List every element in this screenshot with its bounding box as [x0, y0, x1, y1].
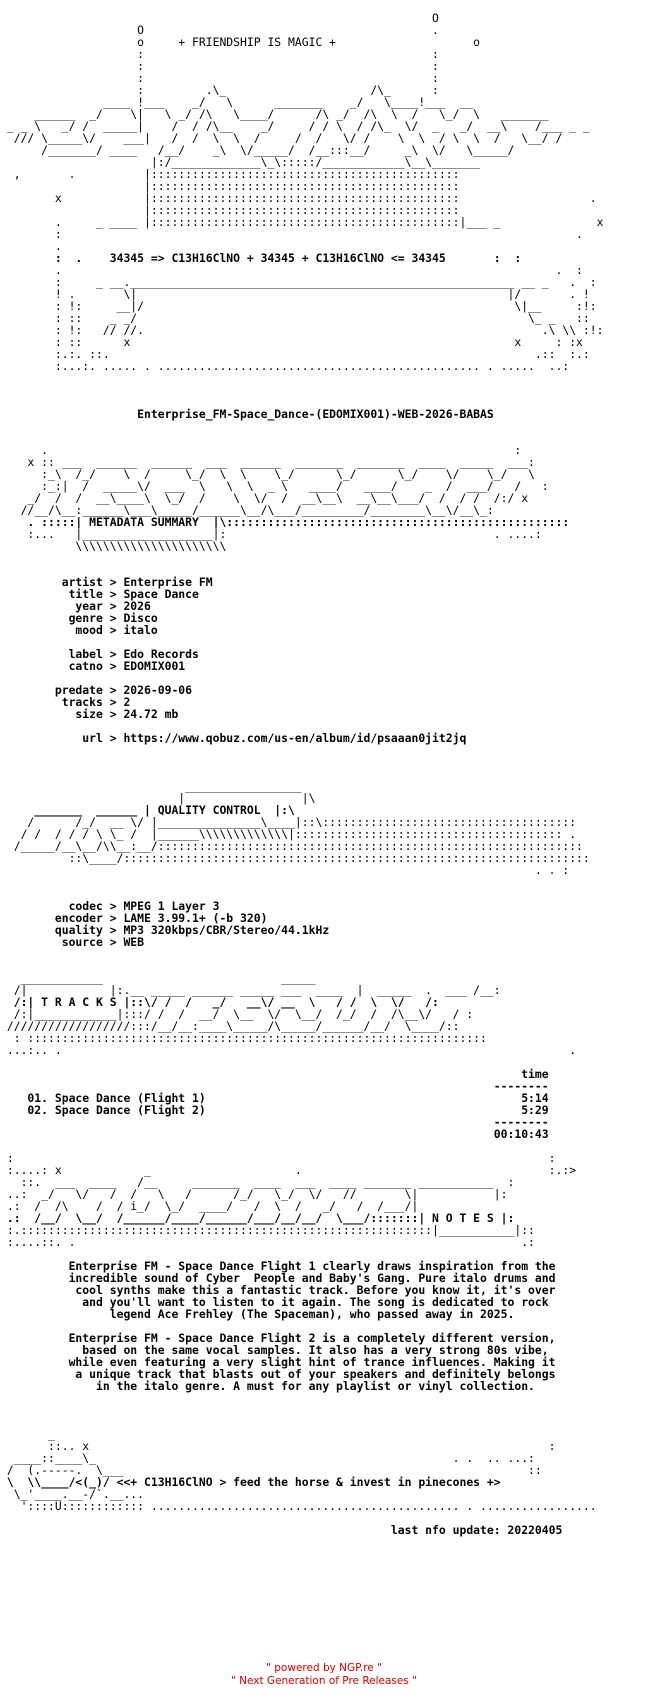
quality-logo-art: / / / / / \ \_ / |______\\\\\\\\\\\\\|::::::::::::::::::::::::::::::::::::::: . — [0, 827, 577, 841]
metadata-logo-art: //__/\__:______\___\_____/______\__/\___/_________/________\__\/__\_: — [0, 503, 494, 517]
notes-paragraph-2: a unique track that blasts out of your speakers and definitely belongs — [0, 1367, 556, 1381]
section-metadata: . :::::| METADATA SUMMARY |\:::::::::::::::::::::::::::::::::::::::::::::::::: — [0, 515, 570, 529]
footer-tagline: " Next Generation of Pre Releases " — [230, 1675, 418, 1687]
header-logo-art: ______ _/ \| \ _/ /\ \____/ /\ _/ /\ \ / \_/ \ _______ — [0, 107, 549, 121]
header-logo-art: O . — [0, 23, 439, 37]
header-frame-art: : _ __.________________________________________________________ __ _ . : — [0, 275, 597, 289]
notes-frame-art: :....::. . .: — [0, 1235, 535, 1249]
header-logo-art: : : — [0, 47, 439, 61]
notes-paragraph-1: cool synths make this a fantastic track. Before you know it, it's over — [0, 1283, 556, 1297]
meta-label: label > Edo Records — [0, 647, 199, 661]
spacer — [0, 552, 648, 564]
header-logo-art: : .\_ /\_ : — [0, 83, 439, 97]
header-frame-art: : !: // //. .\ \\ :!: — [0, 323, 604, 337]
tracks-time-header: time — [0, 1067, 549, 1081]
header-logo-art: : . — [0, 227, 583, 241]
meta-url[interactable]: url > https://www.qobuz.com/us-en/album/id/psaaan0jit2jq — [0, 731, 467, 745]
header-logo-art: x |::::::::::::::::::::::::::::::::::::::::::::: . — [0, 191, 597, 205]
header-logo-art: : : — [0, 59, 439, 73]
tracks-frame-art: ____________ _____ — [0, 971, 316, 985]
notes-paragraph-2: in the italo genre. A must for any playlist or vinyl collection. — [0, 1379, 535, 1393]
header-logo-art: _ _ \ _/ / _____| / / /\__ _/ / / \ / /\_ \/ _ _/ __\ /___ _ _ — [0, 119, 590, 133]
metadata-frame-art: :... |___________________|: . ....: — [0, 527, 542, 541]
header-logo-art: o + FRIENDSHIP IS MAGIC + o — [0, 35, 481, 49]
notes-logo-art: ..: _/ \/ / / \ / /_/ \_/ \/ // \| |: — [0, 1187, 508, 1201]
closing-art: _ — [0, 1427, 55, 1441]
header-frame-art: :.:. ::. .:: :.: — [0, 347, 590, 361]
meta-predate: predate > 2026-09-06 — [0, 683, 193, 697]
footer-powered-by[interactable]: " powered by NGP.re " — [266, 1662, 382, 1674]
quality-quality: quality > MP3 320kbps/CBR/Stereo/44.1kHz — [0, 923, 330, 937]
tracks-logo-art: : ::::::::::::::::::::::::::::::::::::::::::::::::::::::::::::::::::: — [0, 1031, 487, 1045]
header-logo-art: O — [0, 11, 439, 25]
notes-paragraph-2: based on the same vocal samples. It also has a very strong 80s vibe, — [0, 1343, 549, 1357]
header-logo-art: |::::::::::::::::::::::::::::::::::::::::::::: — [0, 179, 460, 193]
spacer — [0, 1392, 648, 1404]
quality-logo-art: . . : — [0, 863, 570, 877]
meta-genre: genre > Disco — [0, 611, 158, 625]
header-logo-art: : : — [0, 71, 439, 85]
header-frame-art: ! . \| |/ . ! — [0, 287, 590, 301]
header-logo-art: |::::::::::::::::::::::::::::::::::::::::::::: — [0, 203, 460, 217]
meta-artist: artist > Enterprise FM — [0, 575, 213, 589]
metadata-logo-art: :_:| / _____\/ ___ \ \ \ _ \ ____/ ____/ _ / ___/ / : — [0, 479, 549, 493]
track-row-1[interactable]: 01. Space Dance (Flight 1) 5:14 — [0, 1091, 549, 1105]
tracks-frame-art: /| |:.__ _____ ______ _____ ___ ____ | _____ . ___ /__: — [0, 983, 501, 997]
header-logo-art: ____ !___ _/ \ _______ _/ \____!___ __ — [0, 95, 474, 109]
header-logo-art: |:/_____________\_\:::::/____________\__\_______ — [0, 155, 481, 169]
spacer — [0, 384, 648, 396]
notes-logo-art: :....: x _ . :.:> — [0, 1163, 577, 1177]
notes-paragraph-1: Enterprise FM - Space Dance Flight 1 clearly draws inspiration from the — [0, 1259, 556, 1273]
notes-paragraph-2: Enterprise FM - Space Dance Flight 2 is a completely different version, — [0, 1331, 556, 1345]
quality-logo-art: /_____/__\__/\\__:__/:::::::::::::::::::::::::::::::::::::::::::::::::::::::::::::: — [0, 839, 583, 853]
meta-mood: mood > italo — [0, 623, 158, 637]
closing-tagline: \ \\____/<(_)/ <<+ C13H16ClNO > feed the horse & invest in pinecones +> — [0, 1475, 501, 1489]
meta-size: size > 24.72 mb — [0, 707, 179, 721]
spacer — [0, 756, 648, 768]
header-frame-art: : !: __|/ \|__ :!: — [0, 299, 597, 313]
notes-paragraph-2: while even featuring a very slight hint of trance influences. Making it — [0, 1355, 556, 1369]
header-frame-art: : :: x x : :x — [0, 335, 583, 349]
track-row-2[interactable]: 02. Space Dance (Flight 2) 5:29 — [0, 1103, 549, 1117]
metadata-logo-art: _/ / / __\____\ \_/ / \ \/ / __\__\ __\__\___/ / / / /:/ x — [0, 491, 529, 505]
metadata-logo-art: . : — [0, 443, 522, 457]
spacer — [0, 1416, 648, 1428]
header-logo-art: /// \_____\/ ___| / / \ \ / / / \/ / \ \ / \ \ / \__/ / — [0, 131, 563, 145]
section-notes: .: /__/ \__/ /______/____/______/___/__/__/ \___/:::::::| N O T E S |: — [0, 1211, 515, 1225]
notes-logo-art: .: / /\ / / i_/ \_/ ____/ / \ / _/ / /___/| — [0, 1199, 419, 1213]
closing-art: \_'____.__-/`.__... — [0, 1487, 145, 1501]
quality-logo-art: ::\____/:::::::::::::::::::::::::::::::::::::::::::::::::::::::::::::::::::: — [0, 851, 590, 865]
notes-paragraph-1: incredible sound of Cyber People and Baby's Gang. Pure italo drums and — [0, 1271, 556, 1285]
spacer — [0, 744, 648, 756]
quality-codec: codec > MPEG 1 Layer 3 — [0, 899, 220, 913]
header-logo-art: , . |::::::::::::::::::::::::::::::::::::::::::::: — [0, 167, 460, 181]
tracks-divider: -------- — [0, 1079, 549, 1093]
quality-logo-art: / /_/ __ \/ |_______________\____|::\::::::::::::::::::::::::::::::::::::: — [0, 815, 577, 829]
spacer — [0, 876, 648, 888]
notes-frame-art: :.::::::::::::::::::::::::::::::::::::::::::::::::::::::::::::|___________|:: — [0, 1223, 535, 1237]
quality-encoder: encoder > LAME 3.99.1+ (-b 320) — [0, 911, 268, 925]
tracks-logo-art: /:|____________|:::/ / / __/ \__ \/ \__/ /_/ / /\__\/ / : — [0, 1007, 474, 1021]
spacer — [0, 372, 648, 384]
spacer — [0, 420, 648, 432]
closing-art: '::::U:::::::::::: ............................................. . ................. — [0, 1499, 597, 1513]
quality-frame-art: _________________ — [0, 779, 302, 793]
notes-logo-art: : : — [0, 1151, 556, 1165]
spacer — [0, 948, 648, 960]
tracks-divider: -------- — [0, 1115, 549, 1129]
meta-year: year > 2026 — [0, 599, 151, 613]
header-logo-art: . _ ____ |:::::::::::::::::::::::::::::::::::::::::::::|___ _ x — [0, 215, 604, 229]
quality-source: source > WEB — [0, 935, 145, 949]
tracks-logo-art: //////////////////:::/__/__:____\_____/\_____/______/__/ \____/:: — [0, 1019, 460, 1033]
header-frame-art: :...:. ..... . ............................................... . ..... ..: — [0, 359, 570, 373]
notes-logo-art: ::. ___ ____ /__ _______ ____ ___ ____ _______ ___________ : — [0, 1175, 515, 1189]
formula-line: : . 34345 => C13H16ClNO + 34345 + C13H16ClNO <= 34345 : : — [0, 251, 522, 265]
metadata-frame-art: \\\\\\\\\\\\\\\\\\\\\\ — [0, 539, 227, 553]
meta-catno: catno > EDOMIX001 — [0, 659, 186, 673]
metadata-logo-art: x :: ___ ______ ______ ___ ______ _______ _______ ____ _____ ___: — [0, 455, 535, 469]
release-name: Enterprise_FM-Space_Dance-(EDOMIX001)-WEB-2026-BABAS — [0, 407, 494, 421]
section-quality: _______ ______ | QUALITY CONTROL |:\ — [0, 803, 295, 817]
notes-paragraph-1: and you'll want to listen to it again. The song is dedicated to rock — [0, 1295, 549, 1309]
last-update: last nfo update: 20220405 — [0, 1523, 563, 1537]
meta-tracks: tracks > 2 — [0, 695, 131, 709]
quality-frame-art: | |\ — [0, 791, 316, 805]
meta-title: title > Space Dance — [0, 587, 199, 601]
footer — [0, 1662, 648, 1688]
tracks-total: 00:10:43 — [0, 1127, 549, 1141]
closing-art: ::.. x : — [0, 1439, 556, 1453]
header-frame-art: . . : — [0, 263, 583, 277]
metadata-logo-art: :_\ /_/ \ / \_/ \ \ \_/ \_/ \_/ \/ \_/ \ — [0, 467, 535, 481]
header-frame-art: : :: _ _/ \_ _ :: — [0, 311, 590, 325]
section-tracks: /:| T R A C K S |::\/ / / _/ __\/ __ \ / / \ \/ /: — [0, 995, 439, 1009]
notes-paragraph-1: legend Ace Frehley (The Spaceman), who passed away in 2025. — [0, 1307, 515, 1321]
header-logo-art: /_______/ ____ /__/ _\ \/_____/ /__:::__/ _\ \/ \_____/ — [0, 143, 515, 157]
header-art: . — [0, 239, 62, 253]
closing-art: ____::____\_ . . .. ...: — [0, 1451, 535, 1465]
closing-art: / (.-----. \___ :: — [0, 1463, 542, 1477]
spacer — [0, 1404, 648, 1416]
tracks-logo-art: ...:.. . . — [0, 1043, 577, 1057]
